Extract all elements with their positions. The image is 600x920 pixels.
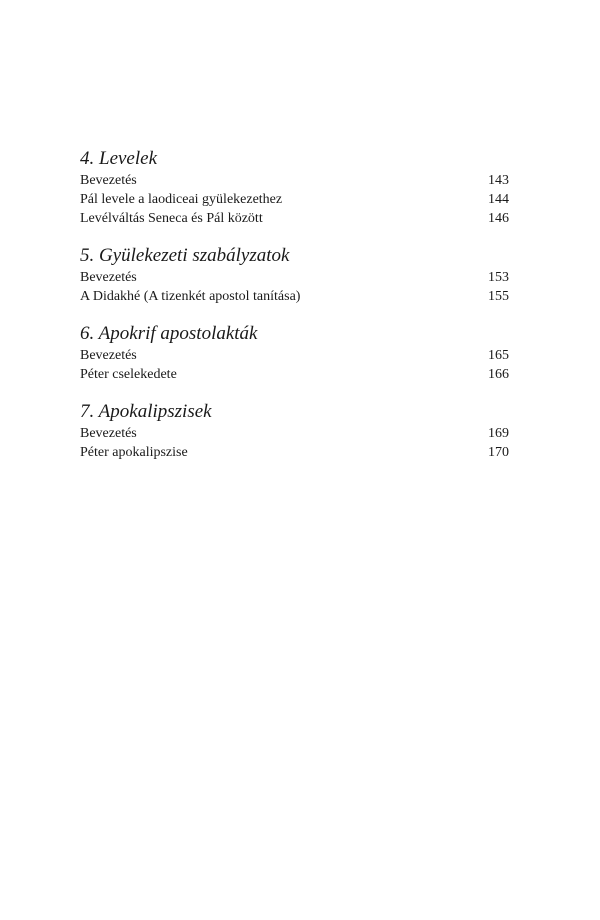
toc-section-levelek [80,148,509,228]
toc-entry-page: 166 [488,367,509,382]
toc-entry [80,171,509,190]
section-title: 7. Apokalipszisek [80,401,212,422]
toc-entry-label: A Didakhé (A tizenkét apostol tanítása) [80,289,301,304]
toc-entry-page: 155 [488,289,509,304]
toc-entry-label: Péter apokalipszise [80,445,188,460]
toc-entry [80,209,509,228]
toc-entry-page: 170 [488,445,509,460]
section-title: 6. Apokrif apostolakták [80,323,258,344]
toc-entry-label: Bevezetés [80,270,137,285]
toc-section-apokrif-apostolaktak [80,323,509,384]
toc-entry-page: 144 [488,192,509,207]
toc-entry [80,443,509,462]
toc-section-gyulekezeti-szabalyzatok [80,245,509,306]
toc-entry [80,190,509,209]
toc-entry [80,365,509,384]
toc-entry-label: Bevezetés [80,426,137,441]
toc-entry-page: 153 [488,270,509,285]
toc-entry [80,287,509,306]
section-title: 4. Levelek [80,148,158,169]
toc-entry-label: Levélváltás Seneca és Pál között [80,211,263,226]
toc-entry [80,424,509,443]
toc-entry-page: 165 [488,348,509,363]
table-of-contents [80,148,509,479]
section-title: 5. Gyülekezeti szabályzatok [80,245,290,266]
toc-entry-page: 143 [488,173,509,188]
toc-entry-label: Péter cselekedete [80,367,177,382]
toc-entry-label: Bevezetés [80,173,137,188]
toc-entry [80,268,509,287]
toc-entry-label: Pál levele a laodiceai gyülekezethez [80,192,283,207]
toc-entry-page: 169 [488,426,509,441]
toc-section-apokalipszisek [80,401,509,462]
toc-entry [80,346,509,365]
toc-entry-label: Bevezetés [80,348,137,363]
toc-entry-page: 146 [488,211,509,226]
